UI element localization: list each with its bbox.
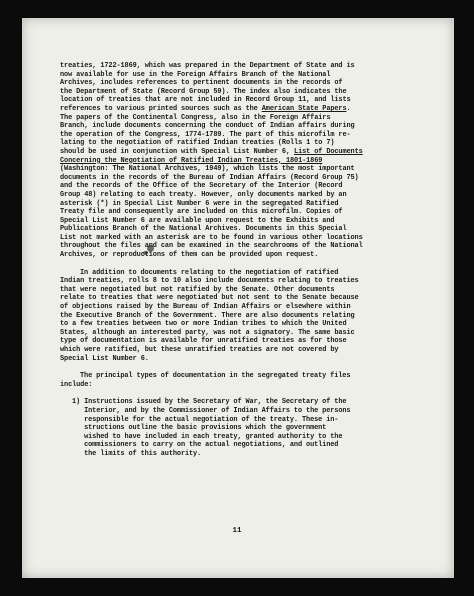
text-line: throughout the files and can be examined in the searchrooms of the National	[60, 242, 363, 251]
text-line: should be used in conjunction with Special List Number 6, List of Documents	[60, 147, 363, 156]
text-line: the operation of the Congress, 1774-1789. The part of this microfilm re-	[60, 130, 351, 139]
text-line: 1) Instructions issued by the Secretary of War, the Secretary of the	[72, 398, 347, 407]
list-item-1	[72, 398, 420, 458]
text-line: The principal types of documentation in the segregated treaty files	[80, 372, 351, 381]
text-line: Concerning the Negotiation of Ratified Indian Treaties, 1801-1869	[60, 156, 323, 165]
page-number: 11	[232, 527, 242, 535]
text-line: references to various printed sources such as the American State Papers.	[60, 104, 351, 113]
text-line: the Department of State (Record Group 59). The index also indicates the	[60, 87, 347, 96]
text-line: Special List Number 6.	[60, 354, 149, 363]
text-line: that were negotiated but not ratified by the Senate. Other documents	[60, 285, 335, 294]
text-line: structions outline the basic provisions which the government	[72, 424, 327, 433]
paragraph-1	[60, 62, 420, 260]
paragraph-3	[60, 372, 420, 389]
text-line: location of treaties that are not included in Record Group 11, and lists	[60, 96, 351, 105]
document-body	[60, 62, 420, 459]
text-line: Publications Branch of the National Archives. Documents in this Special	[60, 225, 347, 234]
text-line: commissioners to carry on the actual negotiations, and outlined	[72, 441, 339, 450]
text-line: include:	[60, 380, 93, 389]
text-line: Interior, and by the Commissioner of Indian Affairs to the persons	[72, 406, 351, 415]
text-line: of objections raised by the Bureau of Indian Affairs or elsewhere within	[60, 303, 351, 312]
text-line: Indian treaties, rolls 8 to 10 also include documents relating to treaties	[60, 277, 359, 286]
text-line: (Washington: The National Archives, 1949), which lists the most important	[60, 165, 355, 174]
text-line: now available for use in the Foreign Affairs Branch of the National	[60, 70, 331, 79]
text-line: and the records of the Office of the Secretary of the Interior (Record	[60, 182, 343, 191]
text-line: Archives, includes references to pertinent documents in the records of	[60, 79, 343, 88]
text-line: relate to treaties that were negotiated but not sent to the Senate because	[60, 294, 359, 303]
text-line: Archives, or reproductions of them can be provided upon request.	[60, 251, 319, 260]
text-line: List not marked with an asterisk are to be found in various other locations	[60, 233, 363, 242]
text-line: Group 48) relating to each treaty. However, only documents marked by an	[60, 190, 347, 199]
text-line: which were ratified, but these unratified treaties are not covered by	[60, 346, 339, 354]
text-line: responsible for the actual negotiation of the treaty. These in-	[72, 415, 339, 424]
text-line: the limits of this authority.	[72, 449, 202, 458]
paragraph-2	[60, 269, 420, 364]
text-line: type of documentation is available for unratified treaties as for those	[60, 337, 347, 346]
text-line: wished to have included in each treaty, granted authority to the	[72, 432, 343, 441]
text-line: asterisk (*) in Special List Number 6 were in the segregated Ratified	[60, 199, 339, 208]
text-line: treaties, 1722-1869, which was prepared in the Department of State and is	[60, 62, 355, 70]
text-line: Treaty file and consequently are included on this microfilm. Copies of	[60, 208, 343, 217]
text-line: In addition to documents relating to the negotiation of ratified	[80, 268, 339, 277]
text-line: lating to the negotiation of ratified Indian treaties (Rolls 1 to 7)	[60, 139, 335, 148]
text-line: documents in the records of the Bureau of Indian Affairs (Record Group 75)	[60, 173, 359, 182]
text-line: States, although an interested party, was not a signatory. The same basic	[60, 328, 355, 337]
text-line: the Executive Branch of the Government. There are also documents relating	[60, 311, 355, 320]
text-line: Branch, include documents concerning the conduct of Indian affairs during	[60, 122, 355, 131]
text-line: Special List Number 6 are available upon request to the Exhibits and	[60, 216, 335, 225]
text-line: The papers of the Continental Congress, also in the Foreign Affairs	[60, 113, 331, 122]
text-line: to a few treaties between two or more Indian tribes to which the United	[60, 320, 347, 329]
